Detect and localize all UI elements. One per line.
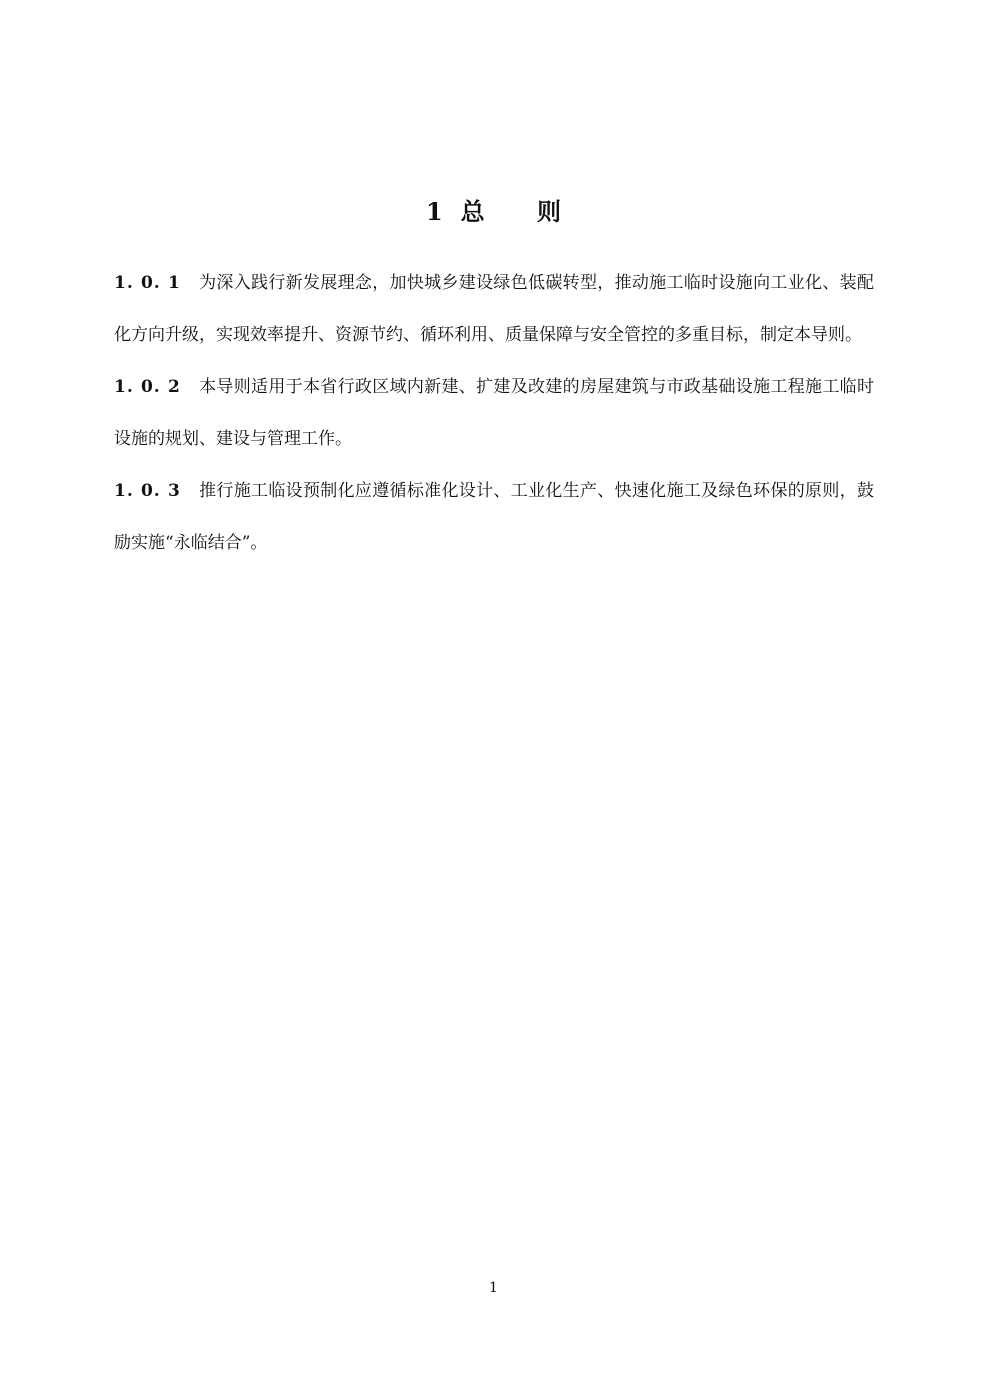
clause-1-0-1 <box>114 257 874 361</box>
page-number: 1 <box>489 1280 498 1296</box>
clause-text: 推行施工临设预制化应遵循标准化设计、工业化生产、快速化施工及绿色环保的原则，鼓励实施“永临结合”。 <box>114 481 874 553</box>
clause-number: 1. 0. 1 <box>114 273 181 293</box>
chapter-body <box>114 257 874 569</box>
clause-text: 为深入践行新发展理念，加快城乡建设绿色低碳转型，推动施工临时设施向工业化、装配化方向升级，实现效率提升、资源节约、循环利用、质量保障与安全管控的多重目标，制定本导则。 <box>114 273 874 345</box>
chapter-title <box>0 196 987 228</box>
clause-1-0-3 <box>114 465 874 569</box>
chapter-heading: 总 则 <box>460 197 584 226</box>
clause-number: 1. 0. 2 <box>114 377 181 397</box>
clause-number: 1. 0. 3 <box>114 481 181 501</box>
clause-1-0-2 <box>114 361 874 465</box>
chapter-number: 1 <box>425 197 443 226</box>
clause-text: 本导则适用于本省行政区域内新建、扩建及改建的房屋建筑与市政基础设施工程施工临时设施的规划、建设与管理工作。 <box>114 377 874 449</box>
